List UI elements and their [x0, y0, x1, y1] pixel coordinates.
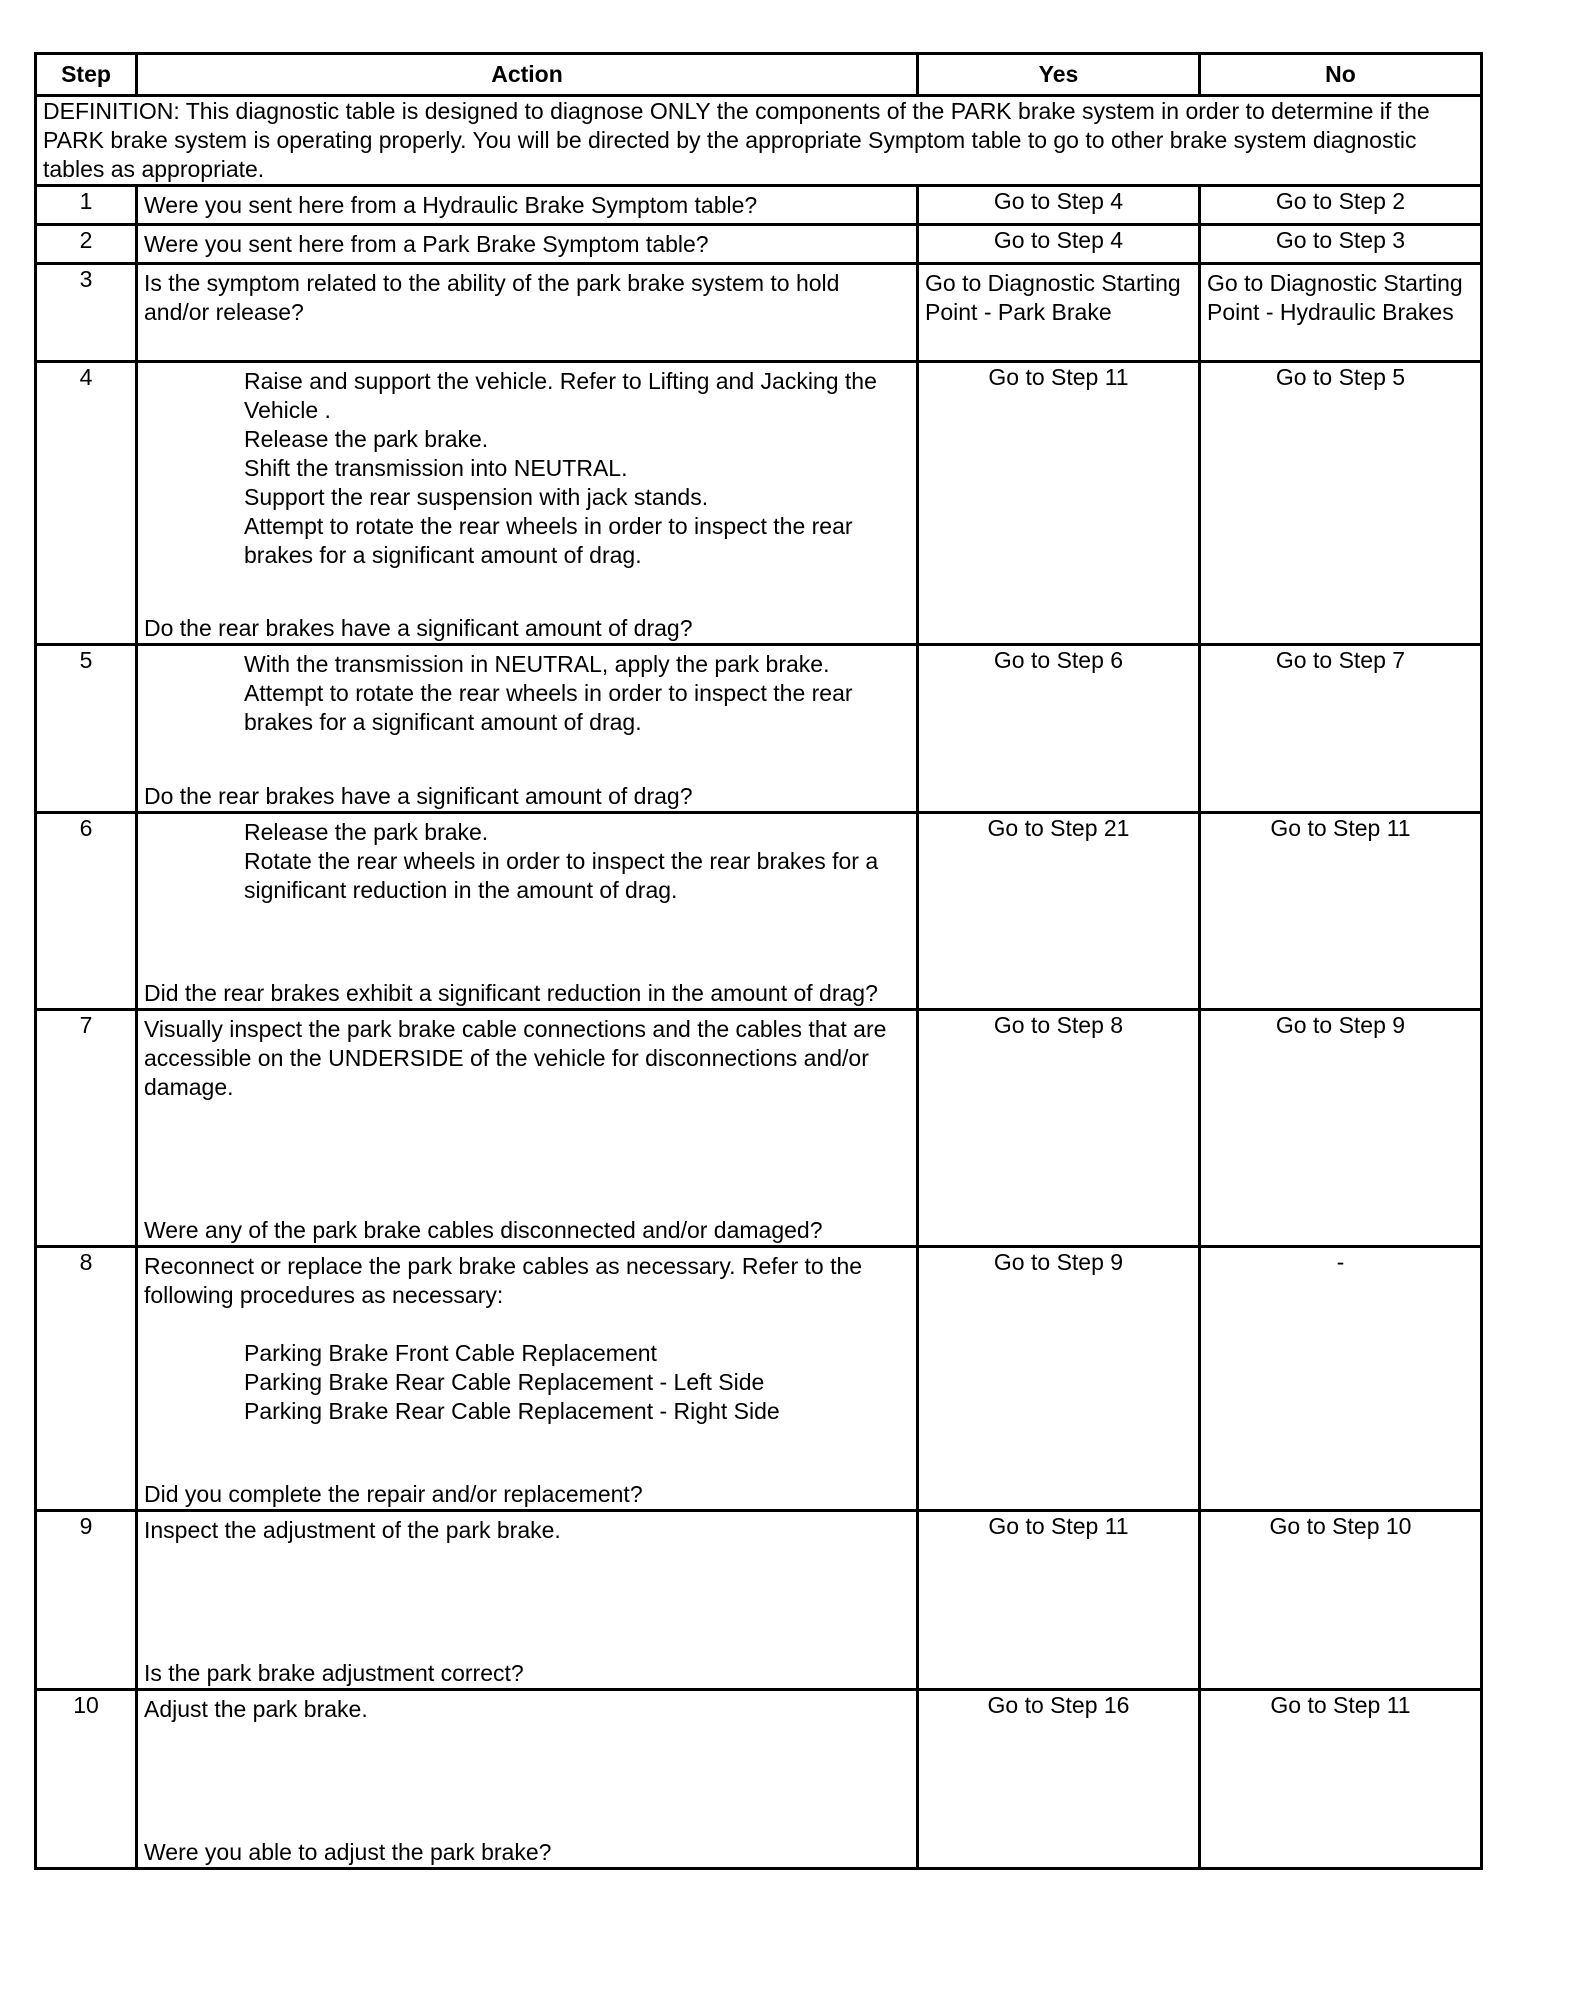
- step-number: 6: [36, 813, 137, 1010]
- action-cell: [137, 813, 918, 1010]
- yes-cell: Go to Step 21: [918, 813, 1200, 1010]
- header-yes: Yes: [918, 54, 1200, 96]
- table-row: [36, 1010, 1482, 1247]
- procedure-item: Parking Brake Rear Cable Replacement - Left Side: [244, 1369, 765, 1395]
- step-number: 1: [36, 186, 137, 225]
- definition-row: [36, 96, 1482, 186]
- action-cell: [137, 362, 918, 645]
- step-number: 5: [36, 645, 137, 813]
- instruction-item: Attempt to rotate the rear wheels in order to inspect the rear brakes for a significant amount of drag.: [244, 513, 853, 568]
- step-number: 4: [36, 362, 137, 645]
- table-row: [36, 186, 1482, 225]
- step-number: 3: [36, 264, 137, 362]
- no-cell: -: [1200, 1247, 1482, 1511]
- yes-cell: Go to Step 9: [918, 1247, 1200, 1511]
- action-question: Is the symptom related to the ability of the park brake system to hold and/or release?: [137, 264, 918, 362]
- table-row: [36, 264, 1482, 362]
- instruction-item: Release the park brake.: [244, 426, 489, 452]
- yes-cell: Go to Step 4: [918, 225, 1200, 264]
- diagnostic-table: [34, 52, 1483, 1870]
- definition-text: DEFINITION: This diagnostic table is designed to diagnose ONLY the components of the PARK brake system in order to determine if the PARK brake system is operating properly. You will be directed by the appropriate Symptom table to go to other brake system diagnostic tables as appropriate.: [36, 96, 1482, 186]
- step-number: 7: [36, 1010, 137, 1247]
- no-cell: Go to Step 10: [1200, 1511, 1482, 1690]
- action-cell: [137, 1690, 918, 1869]
- action-question: Did the rear brakes exhibit a significant reduction in the amount of drag?: [144, 980, 878, 1006]
- header-row: [36, 54, 1482, 96]
- no-cell: Go to Diagnostic Starting Point - Hydraulic Brakes: [1200, 264, 1482, 362]
- yes-cell: Go to Step 11: [918, 1511, 1200, 1690]
- action-cell: [137, 1010, 918, 1247]
- action-text: Visually inspect the park brake cable connections and the cables that are accessible on the UNDERSIDE of the vehicle for disconnections and/or damage.: [144, 1016, 887, 1100]
- action-question: Do the rear brakes have a significant amount of drag?: [144, 783, 693, 809]
- procedure-item: Parking Brake Front Cable Replacement: [244, 1340, 657, 1366]
- no-cell: Go to Step 3: [1200, 225, 1482, 264]
- action-question: Were you able to adjust the park brake?: [144, 1839, 552, 1865]
- action-question: Is the park brake adjustment correct?: [144, 1660, 524, 1686]
- step-number: 2: [36, 225, 137, 264]
- action-cell: [137, 645, 918, 813]
- instruction-item: Release the park brake.: [244, 819, 489, 845]
- action-question: Did you complete the repair and/or replacement?: [144, 1481, 643, 1507]
- action-question: Do the rear brakes have a significant amount of drag?: [144, 615, 693, 641]
- table-row: [36, 362, 1482, 645]
- table-row: [36, 1690, 1482, 1869]
- step-number: 8: [36, 1247, 137, 1511]
- action-text: Adjust the park brake.: [144, 1696, 368, 1722]
- action-question: Were any of the park brake cables disconnected and/or damaged?: [144, 1217, 823, 1243]
- header-step: Step: [36, 54, 137, 96]
- yes-cell: Go to Step 4: [918, 186, 1200, 225]
- table-row: [36, 1511, 1482, 1690]
- action-text: Inspect the adjustment of the park brake.: [144, 1517, 561, 1543]
- table-row: [36, 813, 1482, 1010]
- yes-cell: Go to Step 6: [918, 645, 1200, 813]
- table-row: [36, 645, 1482, 813]
- no-cell: Go to Step 2: [1200, 186, 1482, 225]
- yes-cell: Go to Step 11: [918, 362, 1200, 645]
- yes-cell: Go to Diagnostic Starting Point - Park Brake: [918, 264, 1200, 362]
- action-text: Reconnect or replace the park brake cables as necessary. Refer to the following procedures as necessary:: [144, 1253, 863, 1308]
- no-cell: Go to Step 5: [1200, 362, 1482, 645]
- procedure-item: Parking Brake Rear Cable Replacement - Right Side: [244, 1398, 780, 1424]
- instruction-item: Shift the transmission into NEUTRAL.: [244, 455, 628, 481]
- instruction-item: With the transmission in NEUTRAL, apply the park brake.: [244, 651, 830, 677]
- header-no: No: [1200, 54, 1482, 96]
- table-row: [36, 225, 1482, 264]
- no-cell: Go to Step 9: [1200, 1010, 1482, 1247]
- no-cell: Go to Step 11: [1200, 1690, 1482, 1869]
- instruction-item: Support the rear suspension with jack stands.: [244, 484, 709, 510]
- yes-cell: Go to Step 8: [918, 1010, 1200, 1247]
- no-cell: Go to Step 11: [1200, 813, 1482, 1010]
- step-number: 10: [36, 1690, 137, 1869]
- instruction-item: Rotate the rear wheels in order to inspect the rear brakes for a significant reduction in the amount of drag.: [244, 848, 879, 903]
- no-cell: Go to Step 7: [1200, 645, 1482, 813]
- action-cell: [137, 1511, 918, 1690]
- action-question: Were you sent here from a Park Brake Symptom table?: [137, 225, 918, 264]
- instruction-item: Raise and support the vehicle. Refer to Lifting and Jacking the Vehicle .: [244, 368, 877, 423]
- yes-cell: Go to Step 16: [918, 1690, 1200, 1869]
- instruction-item: Attempt to rotate the rear wheels in order to inspect the rear brakes for a significant amount of drag.: [244, 680, 853, 735]
- action-cell: [137, 1247, 918, 1511]
- action-question: Were you sent here from a Hydraulic Brake Symptom table?: [137, 186, 918, 225]
- table-row: [36, 1247, 1482, 1511]
- step-number: 9: [36, 1511, 137, 1690]
- header-action: Action: [137, 54, 918, 96]
